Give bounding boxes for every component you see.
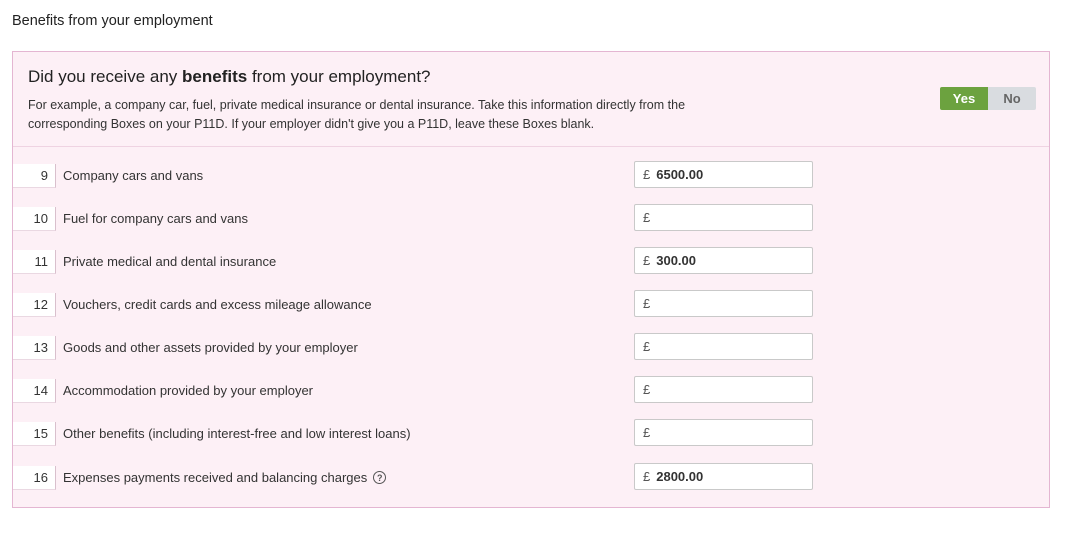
question-bold: benefits bbox=[182, 67, 248, 86]
box-number: 16 bbox=[13, 466, 56, 490]
benefit-label bbox=[63, 340, 358, 355]
benefit-label-text: Company cars and vans bbox=[63, 168, 204, 183]
benefit-label bbox=[63, 211, 248, 226]
box-number: 12 bbox=[13, 293, 56, 317]
benefits-help-text: For example, a company car, fuel, private medical insurance or dental insurance. Take this information directly from the corresponding Boxes on your P11D. If your employer didn't give you a P11D, leave these Boxes blank. bbox=[28, 98, 686, 131]
benefit-label-text: Expenses payments received and balancing charges bbox=[63, 470, 368, 485]
box-number: 15 bbox=[13, 422, 56, 446]
box-number: 10 bbox=[13, 207, 56, 231]
benefit-row bbox=[13, 336, 1049, 363]
amount-input-box-13[interactable] bbox=[634, 333, 813, 360]
benefits-panel bbox=[12, 51, 1050, 508]
pound-sign: £ bbox=[643, 425, 651, 440]
benefit-row bbox=[13, 293, 1049, 320]
pound-sign: £ bbox=[643, 469, 651, 484]
benefit-row bbox=[13, 250, 1049, 277]
amount-value: 6500.00 bbox=[656, 167, 704, 182]
benefit-label bbox=[63, 383, 313, 398]
benefits-question bbox=[28, 67, 431, 87]
amount-input-box-10[interactable] bbox=[634, 204, 813, 231]
benefit-label-text: Goods and other assets provided by your employer bbox=[63, 340, 358, 355]
amount-value: 2800.00 bbox=[656, 469, 704, 484]
benefit-row bbox=[13, 379, 1049, 406]
pound-sign: £ bbox=[643, 382, 651, 397]
pound-sign: £ bbox=[643, 167, 651, 182]
amount-input-box-11[interactable] bbox=[634, 247, 813, 274]
box-number: 13 bbox=[13, 336, 56, 360]
benefit-row bbox=[13, 466, 1049, 493]
benefit-row bbox=[13, 422, 1049, 449]
benefit-row bbox=[13, 164, 1049, 191]
pound-sign: £ bbox=[643, 296, 651, 311]
no-button[interactable]: No bbox=[988, 87, 1036, 110]
pound-sign: £ bbox=[643, 210, 651, 225]
amount-value: 300.00 bbox=[656, 253, 696, 268]
box-number: 14 bbox=[13, 379, 56, 403]
question-suffix: from your employment? bbox=[247, 67, 431, 86]
benefit-label bbox=[63, 254, 276, 269]
amount-input-box-16[interactable] bbox=[634, 463, 813, 490]
yes-button[interactable]: Yes bbox=[940, 87, 988, 110]
benefit-label-text: Vouchers, credit cards and excess mileage allowance bbox=[63, 297, 372, 312]
benefit-label-text: Accommodation provided by your employer bbox=[63, 383, 314, 398]
question-prefix: Did you receive any bbox=[28, 67, 183, 86]
benefit-label-text: Fuel for company cars and vans bbox=[63, 211, 248, 226]
benefit-label bbox=[63, 426, 411, 441]
amount-input-box-12[interactable] bbox=[634, 290, 813, 317]
question-circle-icon[interactable]: ? bbox=[373, 471, 386, 484]
section-title: Benefits from your employment bbox=[12, 13, 213, 29]
box-number: 11 bbox=[13, 250, 56, 274]
benefit-label-text: Other benefits (including interest-free and low interest loans) bbox=[63, 426, 411, 441]
benefit-label bbox=[63, 470, 386, 485]
yes-no-toggle bbox=[940, 87, 1036, 110]
amount-input-box-15[interactable] bbox=[634, 419, 813, 446]
box-number: 9 bbox=[13, 164, 56, 188]
benefit-label-text: Private medical and dental insurance bbox=[63, 254, 277, 269]
amount-input-box-14[interactable] bbox=[634, 376, 813, 403]
benefit-label bbox=[63, 297, 372, 312]
pound-sign: £ bbox=[643, 339, 651, 354]
benefits-question-header bbox=[13, 52, 1049, 147]
pound-sign: £ bbox=[643, 253, 651, 268]
benefit-row bbox=[13, 207, 1049, 234]
benefit-label bbox=[63, 168, 203, 183]
amount-input-box-9[interactable] bbox=[634, 161, 813, 188]
